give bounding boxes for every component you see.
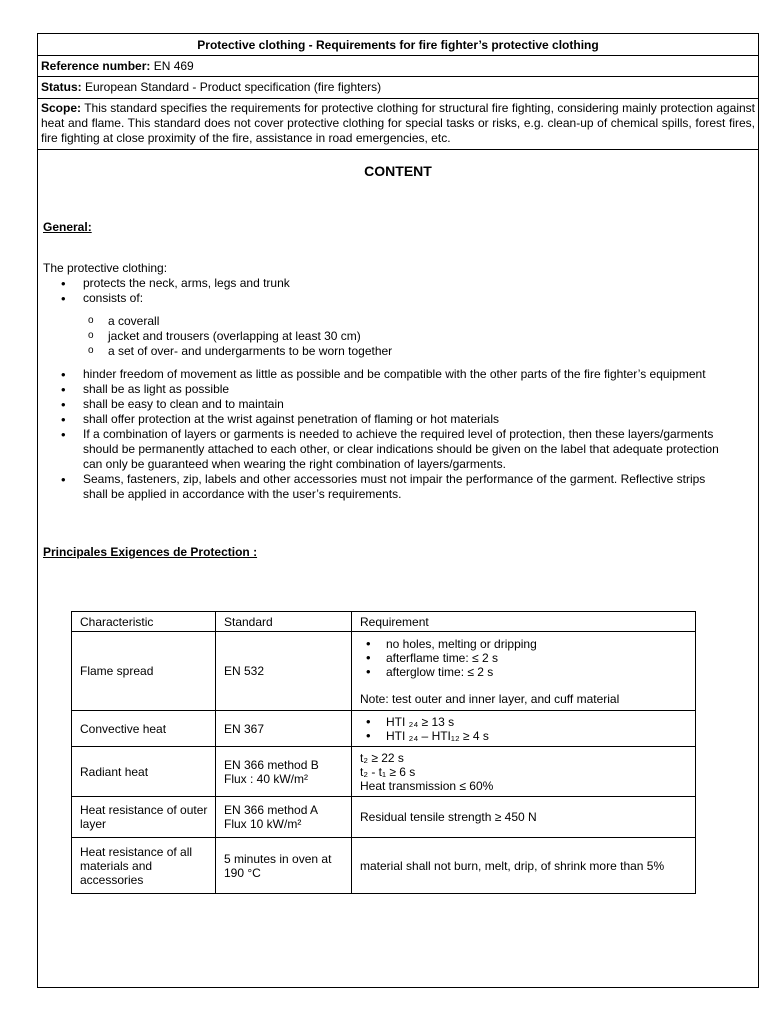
document-title: Protective clothing - Requirements for fire fighter’s protective clothing	[38, 34, 758, 56]
cell-standard	[216, 747, 352, 797]
list-item: • shall be as light as possible	[83, 382, 720, 397]
list-item-label: consists of:	[83, 291, 144, 305]
list-item: • If a combination of layers or garments is needed to achieve the required level of protection, then these layers/garments should be permanently attached to each other, or clear indications should be given on the label that adequate protection can only be guaranteed when wearing the right combination of layers/garments.	[83, 427, 720, 472]
requirement-note: Note: test outer and inner layer, and cuff material	[360, 691, 620, 706]
sub-list-item: o a coverall	[108, 314, 758, 329]
requirement-line: t₂ - t₁ ≥ 6 s	[360, 764, 416, 779]
document-frame	[37, 33, 759, 988]
status-label: Status:	[41, 80, 82, 94]
requirement-item: • HTI ₂₄ ≥ 13 s	[386, 715, 695, 729]
cell-requirement	[352, 632, 696, 711]
requirement-line: Heat transmission ≤ 60%	[360, 778, 494, 793]
scope-label: Scope:	[41, 101, 82, 115]
reference-label: Reference number:	[41, 59, 151, 73]
standard-line: Flux 10 kW/m²	[224, 817, 302, 831]
table-row	[72, 711, 696, 747]
cell-requirement	[352, 711, 696, 747]
content-area	[38, 163, 758, 559]
content-title: CONTENT	[364, 163, 432, 179]
table-header-row	[72, 612, 696, 632]
table-row	[72, 747, 696, 797]
scope-value: This standard specifies the requirements for protective clothing for structural fire fighting, considering mainly protection against heat and flame. This standard does not cover protective clothing for special tasks or risks, e.g. clean-up of chemical spills, forest fires, fire fighting at close proximity of the fire, assistance in road emergencies, etc.	[41, 101, 755, 145]
cell-standard: EN 532	[216, 632, 352, 711]
header-requirement: Requirement	[352, 612, 696, 632]
list-item: • hinder freedom of movement as little as possible and be compatible with the other parts of the fire fighter’s equipment	[83, 367, 720, 382]
header-characteristic: Characteristic	[72, 612, 216, 632]
intro-text: The protective clothing:	[43, 261, 168, 275]
cell-characteristic: Heat resistance of outer layer	[72, 797, 216, 838]
cell-requirement	[352, 747, 696, 797]
requirement-line: t₂ ≥ 22 s	[360, 750, 404, 765]
principal-heading: Principales Exigences de Protection :	[43, 545, 258, 559]
sub-list	[83, 314, 758, 359]
general-list-second	[38, 367, 758, 502]
list-item	[83, 291, 758, 359]
standard-line: EN 366 method A	[224, 803, 319, 817]
header-standard: Standard	[216, 612, 352, 632]
list-item: • protects the neck, arms, legs and trunk	[83, 276, 758, 291]
cell-characteristic: Convective heat	[72, 711, 216, 747]
table-row	[72, 797, 696, 838]
table-row	[72, 838, 696, 894]
cell-characteristic: Flame spread	[72, 632, 216, 711]
reference-row	[38, 56, 758, 77]
cell-characteristic: Heat resistance of all materials and accessories	[72, 838, 216, 894]
cell-requirement: Residual tensile strength ≥ 450 N	[352, 797, 696, 838]
reference-value: EN 469	[150, 59, 194, 73]
cell-requirement: material shall not burn, melt, drip, of shrink more than 5%	[352, 838, 696, 894]
sub-list-item: o jacket and trousers (overlapping at least 30 cm)	[108, 329, 758, 344]
standard-line: Flux : 40 kW/m²	[224, 771, 309, 786]
cell-standard	[216, 797, 352, 838]
table-row	[72, 632, 696, 711]
list-item: • shall offer protection at the wrist against penetration of flaming or hot materials	[83, 412, 720, 427]
list-item: • shall be easy to clean and to maintain	[83, 397, 720, 412]
requirement-list	[360, 715, 695, 743]
cell-standard: 5 minutes in oven at 190 °C	[216, 838, 352, 894]
status-value: European Standard - Product specification (fire fighters)	[81, 80, 382, 94]
requirements-table	[71, 611, 696, 894]
scope-row	[38, 99, 758, 150]
general-list-first	[38, 276, 758, 359]
cell-standard: EN 367	[216, 711, 352, 747]
requirement-list	[360, 637, 695, 679]
requirement-item: • afterflame time: ≤ 2 s	[386, 651, 695, 665]
general-heading: General:	[43, 220, 92, 234]
requirement-item: • afterglow time: ≤ 2 s	[386, 665, 695, 679]
requirement-item: • HTI ₂₄ – HTI₁₂ ≥ 4 s	[386, 729, 695, 743]
requirement-item: • no holes, melting or dripping	[386, 637, 695, 651]
list-item: • Seams, fasteners, zip, labels and other accessories must not impair the performance of the garment. Reflective strips shall be applied in accordance with the user’s requirements.	[83, 472, 720, 502]
cell-characteristic: Radiant heat	[72, 747, 216, 797]
standard-line: EN 366 method B	[224, 757, 319, 772]
sub-list-item: o a set of over- and undergarments to be worn together	[108, 344, 758, 359]
status-row	[38, 77, 758, 99]
